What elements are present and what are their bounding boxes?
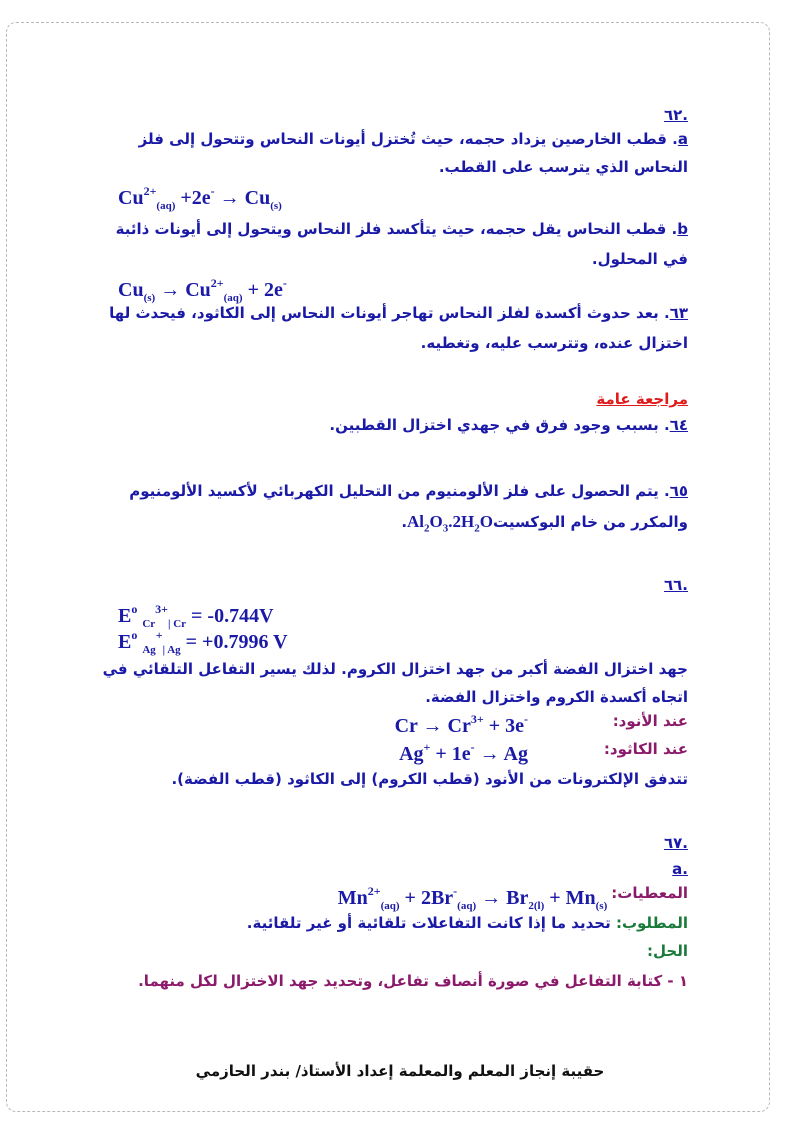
question-67-number: .٦٧ — [663, 834, 688, 852]
anode-row — [118, 712, 688, 738]
question-66-para-1: جهد اختزال الفضة أكبر من جهد اختزال الكروم. لذلك يسير التفاعل التلقائي في — [102, 660, 688, 678]
question-66-number: .٦٦ — [663, 576, 688, 594]
equation-cu-oxidation: $Cu_{(s)} \to Cu^{2+}_{(aq)} + 2e^-$ — [118, 276, 287, 304]
cathode-label: عند الكاثود: — [603, 740, 688, 758]
question-65-line-1: ٦٥. يتم الحصول على فلز الألومنيوم من التحليل الكهربائي لأكسيد الألومنيوم — [129, 482, 688, 500]
given-label: المعطيات: — [611, 884, 688, 902]
question-64: ٦٤. بسبب وجود فرق في جهدي اختزال القطبين. — [329, 416, 688, 434]
question-66-para-2: اتجاه أكسدة الكروم واختزال الفضة. — [425, 688, 688, 706]
cathode-equation: Ag+ + 1e- → Ag — [399, 740, 528, 765]
general-review-heading: مراجعة عامة — [596, 390, 688, 408]
equation-cu-reduction: $Cu^{2+}_{(aq)} +2e^- \to Cu_{(s)}$ — [118, 184, 282, 212]
question-63-line-2: اختزال عنده، وتترسب عليه، وتغطيه. — [420, 334, 688, 352]
potential-silver: $E^o$ $_{Ag}$+$_{| Ag}$ = +0.7996 V — [118, 628, 288, 656]
solution-label: الحل: — [647, 942, 688, 960]
cathode-row — [118, 740, 688, 766]
electron-flow-text: تتدفق الإلكترونات من الأنود (قطب الكروم) إلى الكاثود (قطب الفضة). — [171, 770, 688, 788]
question-62a-line-1: a. قطب الخارصين يزداد حجمه، حيث تُختزل أيونات النحاس وتتحول إلى فلز — [138, 130, 688, 148]
solution-step-1: ١ - كتابة التفاعل في صورة أنصاف تفاعل، وتحديد جهد الاختزال لكل منهما. — [138, 972, 688, 990]
question-62b-line-2: في المحلول. — [591, 250, 688, 268]
given-equation: $Mn^{2+}_{(aq)} + 2Br^-_{(aq)} \to Br_{2(l)} + Mn_{(s)}$ — [337, 884, 608, 912]
anode-equation: $Cr \to Cr^{3+} + 3e^-$ — [394, 712, 528, 737]
question-63-line-1: ٦٣. بعد حدوث أكسدة لفلز النحاس تهاجر أيونات النحاس إلى الكاثود، فيحدث لها — [109, 304, 688, 322]
potential-chromium: $E^o$ $_{Cr}^{3+}_{| Cr}$ = -0.744V — [118, 602, 274, 630]
given-row — [118, 884, 688, 912]
question-62b-line-1: b. قطب النحاس يقل حجمه، حيث يتأكسد فلز النحاس ويتحول إلى أيونات ذائبة — [115, 220, 688, 238]
question-62-number: .٦٢ — [663, 106, 688, 124]
question-67a-label: .a — [672, 860, 688, 878]
question-65-line-2: والمكرر من خام $البوكسيتAl_2O_3.2H_2O$. — [401, 512, 688, 535]
anode-label: عند الأنود: — [612, 712, 688, 730]
required-row: المطلوب: تحديد ما إذا كانت التفاعلات تلقائية أو غير تلقائية. — [246, 914, 688, 932]
question-62a-line-2: النحاس الذي يترسب على القطب. — [438, 158, 688, 176]
page-footer: حقيبة إنجاز المعلم والمعلمة إعداد الأستاذ/ بندر الحازمي — [195, 1062, 605, 1080]
